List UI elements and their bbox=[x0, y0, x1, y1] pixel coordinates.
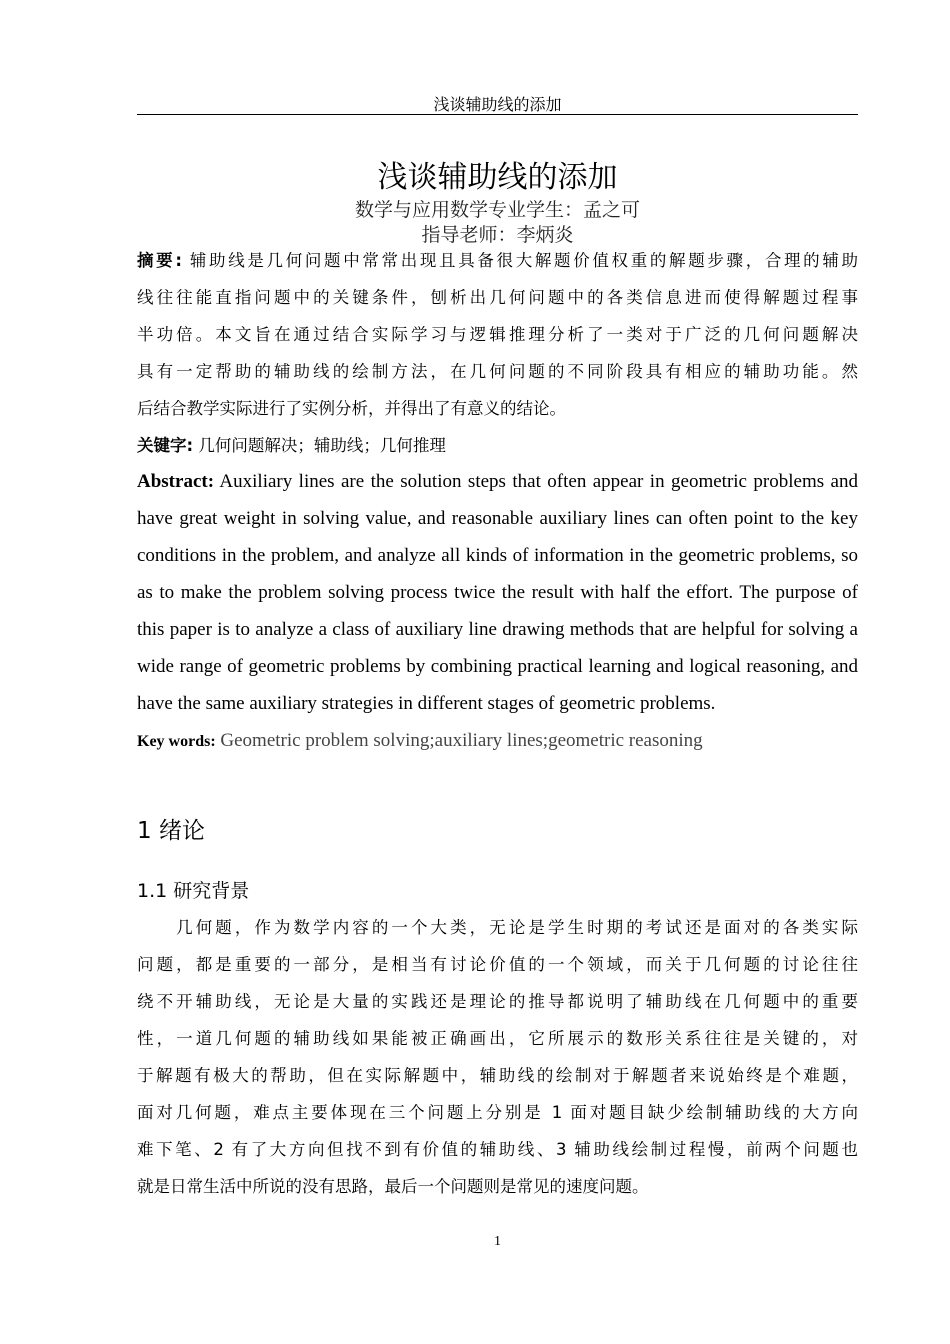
body-line: 绕不开辅助线，无论是大量的实践还是理论的推导都说明了辅助线在几何题中的重要 bbox=[137, 992, 858, 1011]
abstract-zh-line: 摘要: 辅助线是几何问题中常常出现且具备很大解题价值权重的解题步骤，合理的辅助 bbox=[137, 251, 859, 270]
keywords-zh: 关键字: 几何问题解决；辅助线；几何推理 bbox=[137, 436, 446, 455]
author-line: 数学与应用数学专业学生：孟之可 bbox=[354, 199, 640, 221]
abstract-zh bbox=[137, 242, 858, 464]
abstract-zh-line: 具有一定帮助的辅助线的绘制方法，在几何问题的不同阶段具有相应的辅助功能。然 bbox=[137, 362, 858, 381]
body-line: 几何题，作为数学内容的一个大类，无论是学生时期的考试还是面对的各类实际 bbox=[137, 918, 858, 937]
abstract-zh-label: 摘要 bbox=[137, 251, 176, 270]
body-paragraph bbox=[137, 909, 858, 1205]
body-line: 难下笔、2 有了大方向但找不到有价值的辅助线、3 辅助线绘制过程慢，前两个问题也 bbox=[137, 1140, 858, 1159]
abstract-en-line: conditions in the problem, and analyze all kinds of information in the geometric problems, so bbox=[137, 545, 858, 566]
running-header: 浅谈辅助线的添加 bbox=[433, 95, 562, 114]
keywords-zh-label: 关键字 bbox=[137, 436, 187, 455]
keywords-en bbox=[137, 722, 858, 759]
paper-title: 浅谈辅助线的添加 bbox=[377, 160, 618, 195]
header-rule bbox=[137, 114, 858, 115]
body-line: 性，一道几何题的辅助线如果能被正确画出，它所展示的数形关系往往是关键的，对 bbox=[137, 1029, 858, 1048]
abstract-zh-line: 线往往能直指问题中的关键条件，刨析出几何问题中的各类信息进而使得解题过程事 bbox=[137, 288, 858, 307]
abstract-en-line: have the same auxiliary strategies in different stages of geometric problems. bbox=[137, 693, 716, 714]
section-heading: 1 绪论 bbox=[137, 818, 205, 844]
body-line: 面对几何题，难点主要体现在三个问题上分别是 1 面对题目缺少绘制辅助线的大方向 bbox=[137, 1103, 858, 1122]
body-line: 于解题有极大的帮助，但在实际解题中，辅助线的绘制对于解题者来说始终是个难题， bbox=[137, 1066, 858, 1085]
keywords-zh-text: 几何问题解决；辅助线；几何推理 bbox=[198, 436, 446, 455]
abstract-zh-line: 半功倍。本文旨在通过结合实际学习与逻辑推理分析了一类对于广泛的几何问题解决 bbox=[137, 325, 858, 344]
abstract-en-label: Abstract: bbox=[137, 471, 215, 492]
keywords-en-text: Geometric problem solving;auxiliary lines;geometric reasoning bbox=[220, 730, 703, 751]
abstract-en bbox=[137, 463, 858, 759]
page-number: 1 bbox=[494, 1234, 501, 1249]
abstract-en-line: wide range of geometric problems by combining practical learning and logical reasoning, and bbox=[137, 656, 858, 677]
abstract-en-line: have great weight in solving value, and reasonable auxiliary lines can often point to the key bbox=[137, 508, 858, 529]
keywords-en-label: Key words: bbox=[137, 733, 216, 750]
abstract-zh-line: 后结合教学实际进行了实例分析，并得出了有意义的结论。 bbox=[137, 399, 566, 418]
subsection-heading: 1.1 研究背景 bbox=[137, 880, 250, 902]
abstract-en-line bbox=[137, 463, 858, 500]
text: Auxiliary lines are the solution steps that often appear in geometric problems and bbox=[219, 471, 858, 492]
body-line: 问题，都是重要的一部分，是相当有讨论价值的一个领域，而关于几何题的讨论往往 bbox=[137, 955, 858, 974]
text: 辅助线是几何问题中常常出现且具备很大解题价值权重的解题步骤，合理的辅助 bbox=[189, 251, 859, 270]
abstract-en-line: this paper is to analyze a class of auxiliary line drawing methods that are helpful for solving a bbox=[137, 619, 858, 640]
advisor-line: 指导老师：李炳炎 bbox=[421, 224, 574, 246]
body-line: 就是日常生活中所说的没有思路，最后一个问题则是常见的速度问题。 bbox=[137, 1177, 649, 1196]
abstract-en-line: as to make the problem solving process twice the result with half the effort. The purpose of bbox=[137, 582, 858, 603]
